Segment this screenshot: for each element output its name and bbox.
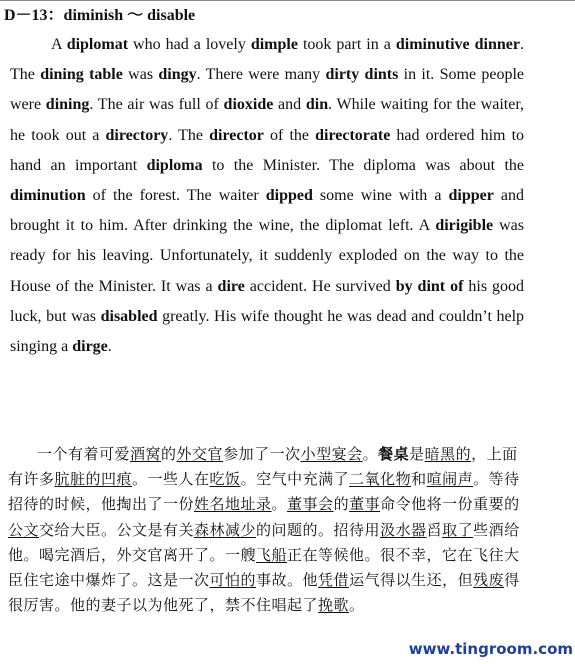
text-span: 运气得以生还，但	[349, 571, 474, 590]
vocab-word: din	[305, 96, 329, 114]
vocab-word: diplomat	[66, 36, 129, 53]
text-span: greatly. His wife thought he was dead and couldn’t help singing a	[10, 307, 525, 356]
text-span: was ready for his leaving. Unfortunately, it suddenly exploded on the way to the House of the Minister. It was a	[10, 217, 524, 295]
vocab-translation: 酒窝	[130, 445, 162, 463]
vocab-word: dioxide	[223, 96, 274, 114]
text-span: 舀	[426, 520, 443, 539]
text-span: and brought it to him. After drinking the wine, the diplomat left. A	[10, 187, 524, 235]
text-span: was	[122, 66, 159, 84]
text-span: 是	[409, 445, 425, 463]
text-span: had ordered him to hand an important	[10, 126, 525, 174]
vocab-translation: 吃饭	[209, 470, 241, 489]
vocab-translation: 挽歌	[318, 596, 350, 615]
vocab-word: dirge	[72, 338, 108, 356]
vocab-word: dipped	[265, 187, 313, 205]
text-span: 些酒给他。喝完酒后，外交官离开了。一艘	[8, 520, 520, 564]
text-span: 。	[271, 495, 288, 514]
vocab-word: dimple	[250, 36, 298, 53]
vocab-word: dining table	[40, 66, 123, 84]
text-span: 。	[349, 596, 365, 615]
vocab-word: dipper	[448, 187, 494, 205]
vocab-word: dirigible	[435, 217, 494, 235]
vocab-translation: 董事	[349, 495, 381, 514]
text-span: A	[51, 36, 67, 53]
vocab-translation: 外交官	[176, 445, 224, 463]
text-span: and	[273, 96, 306, 114]
text-span: 。	[362, 445, 379, 463]
text-span: of the	[263, 126, 316, 144]
watermark: www.tingroom.com	[408, 640, 573, 658]
text-span: 正在等候他。很不幸，它在飞往大臣住宅途中爆炸了。这是一次	[8, 545, 520, 590]
chinese-paragraph	[8, 442, 526, 618]
text-span: to the Minister. The diploma was about the	[202, 156, 525, 174]
vocab-translation: 暗黑的	[424, 445, 472, 463]
vocab-word: diminution	[10, 187, 86, 205]
text-span: of the forest. The waiter	[85, 187, 266, 205]
text-span: accident. He survived	[244, 277, 396, 295]
text-span: 和	[411, 470, 427, 489]
vocab-word: dire	[217, 277, 245, 295]
top-rule	[0, 0, 575, 1]
text-span: . The	[168, 126, 210, 144]
text-span: 的问题的。招待用	[256, 520, 381, 539]
vocab-translation: 可怕的	[209, 571, 257, 590]
text-span: 一个有着可爱	[37, 445, 131, 463]
vocab-word: dingy	[158, 66, 197, 84]
text-span: 命令他将一份重要的	[380, 495, 520, 514]
vocab-word: director	[209, 126, 264, 144]
vocab-translation: 公文	[8, 520, 40, 539]
vocab-word: dirty dints	[325, 66, 399, 84]
vocab-translation: 餐桌	[378, 445, 410, 463]
text-span: his good luck, but was	[10, 277, 525, 325]
section-heading: D－13：diminish ～ disable	[4, 7, 196, 24]
text-span: 的	[161, 445, 177, 463]
vocab-translation: 喧闹声	[426, 470, 474, 489]
text-span: 参加了一次	[223, 445, 301, 463]
text-span: .	[107, 338, 112, 356]
vocab-translation: 残废	[473, 571, 505, 590]
vocab-translation: 凭借	[318, 571, 350, 590]
vocab-translation: 二氧化物	[349, 470, 412, 489]
vocab-word: disabled	[100, 307, 158, 325]
text-span: ，上面有许多	[8, 445, 518, 489]
text-span: in it. Some people were	[10, 66, 525, 114]
text-span: 。空气中充满了	[240, 470, 350, 489]
vocab-translation: 飞船	[256, 545, 288, 564]
text-span: 。等待招待的时候，他掏出了一份	[8, 470, 520, 514]
vocab-word: dining	[45, 96, 90, 114]
vocab-word: directorate	[315, 126, 391, 144]
text-span: 的	[333, 495, 350, 514]
text-span: 交给大臣。公文是有关	[39, 520, 195, 539]
text-span: . The air was full of	[89, 96, 224, 114]
vocab-translation: 森林减少	[194, 520, 257, 539]
text-span: . There were many	[196, 66, 326, 84]
vocab-word: directory	[105, 126, 169, 144]
text-span: 得很厉害。他的妻子以为他死了，禁不住唱起了	[8, 571, 520, 615]
text-span: 事故。他	[256, 571, 319, 590]
text-span: who had a lovely	[128, 36, 251, 53]
vocab-word: by dint of	[395, 277, 464, 295]
vocab-translation: 姓名地址录	[194, 495, 272, 514]
english-paragraph	[10, 30, 524, 362]
vocab-translation: 肮脏的凹痕	[54, 470, 133, 489]
vocab-translation: 董事会	[287, 495, 334, 514]
vocab-translation: 汲水器	[380, 520, 427, 539]
vocab-translation: 小型宴会	[300, 445, 363, 463]
text-span: . The	[10, 36, 524, 84]
text-span: . While waiting for the waiter, he took out a	[10, 96, 525, 144]
vocab-translation: 取了	[442, 520, 474, 539]
vocab-word: diminutive dinner	[395, 36, 520, 53]
text-span: took part in a	[297, 36, 396, 53]
vocab-word: diploma	[146, 156, 203, 174]
text-span: 。一些人在	[132, 470, 210, 489]
text-span: some wine with a	[312, 187, 449, 205]
